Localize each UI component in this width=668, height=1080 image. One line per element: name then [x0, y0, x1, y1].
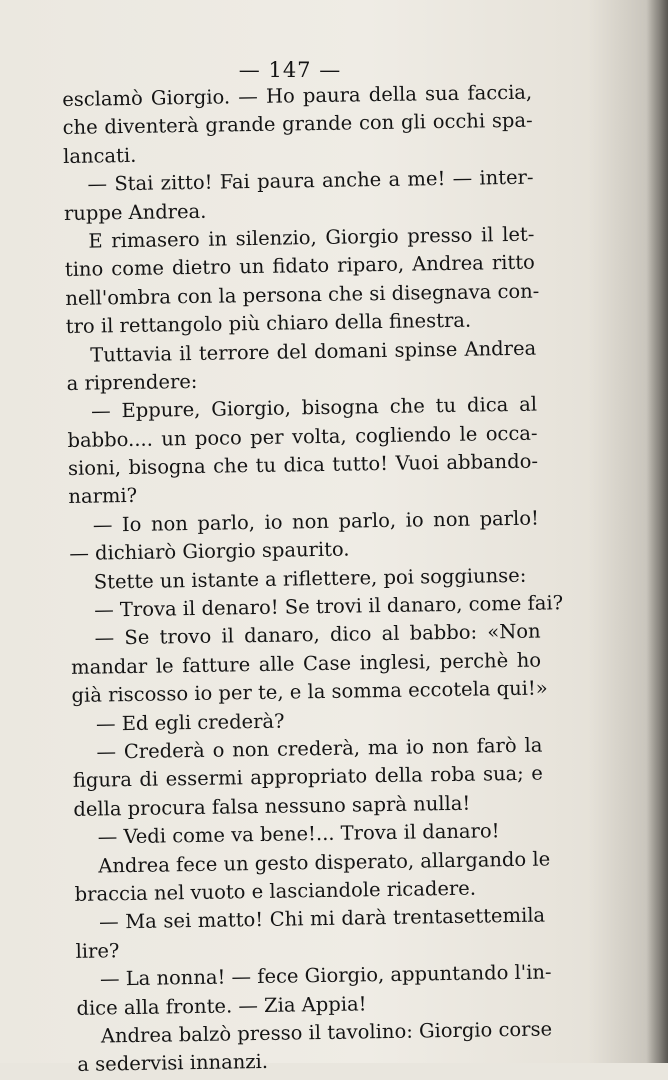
body-text	[62, 79, 564, 1080]
text-line: lire?	[75, 938, 120, 963]
text-line: nell'ombra con la persona che si disegnava con-	[65, 279, 540, 310]
text-line: — Trova il denaro! Se trovi il danaro, come fai?	[94, 591, 564, 622]
text-line: tro il rettangolo più chiaro della finestra.	[65, 308, 472, 339]
text-line: — Io non parlo, io non parlo, io non parlo!	[92, 506, 540, 537]
page-number: — 147 —	[238, 58, 342, 82]
text-line: esclamò Giorgio. — Ho paura della sua faccia,	[62, 80, 533, 111]
text-line: mandar le fatture alle Case inglesi, perchè ho	[70, 648, 542, 679]
text-line: Andrea balzò presso il tavolino: Giorgio corse	[100, 1017, 553, 1048]
text-line: — dichiarò Giorgio spaurito.	[69, 537, 350, 566]
text-line: babbo.... un poco per volta, cogliendo le occa-	[67, 421, 538, 452]
text-line: già riscosso io per te, e la somma eccotela qui!»	[71, 676, 548, 708]
text-line: narmi?	[68, 484, 138, 509]
text-line: tino come dietro un fidato riparo, Andrea ritto	[64, 250, 536, 282]
text-line: a sedervisi innanzi.	[77, 1050, 269, 1077]
text-line: della procura falsa nessuno saprà nulla!	[73, 791, 471, 821]
text-line: — Crederà o non crederà, ma io non farò la	[96, 733, 543, 764]
text-line: — Se trovo il danaro, dico al babbo: «Non	[94, 619, 541, 650]
text-line: — Eppure, Giorgio, bisogna che tu dica al	[90, 392, 538, 423]
text-line: braccia nel vuoto e lasciandole ricadere.	[74, 876, 477, 906]
text-line: che diventerà grande grande con gli occhi spa-	[62, 109, 533, 140]
page-edge-shadow	[646, 0, 668, 1063]
text-line: Stette un istante a riflettere, poi soggiunse:	[93, 563, 527, 594]
text-line: — Ma sei matto! Chi mi darà trentasettemila	[98, 903, 546, 934]
text-line: a riprendere:	[66, 369, 198, 395]
text-line: lancati.	[62, 143, 137, 168]
text-line: ruppe Andrea.	[63, 199, 207, 225]
text-line: — Vedi come va bene!... Trova il danaro!	[97, 819, 500, 849]
text-line: E rimasero in silenzio, Giorgio presso il let-	[88, 222, 535, 253]
text-line: Tuttavia il terrore del domani spinse Andrea	[90, 336, 537, 367]
text-line: sioni, bisogna che tu dica tutto! Vuoi abbando-	[67, 449, 539, 481]
text-line: — Ed egli crederà?	[95, 709, 285, 736]
text-line: — La nonna! — fece Giorgio, appuntando l'in-	[99, 960, 552, 991]
text-line: figura di essermi appropriato della roba sua; e	[72, 761, 544, 793]
text-line: — Stai zitto! Fai paura anche a me! — inter-	[87, 165, 534, 196]
text-line: dice alla fronte. — Zia Appia!	[76, 991, 367, 1020]
text-line: Andrea fece un gesto disperato, allargando le	[98, 846, 551, 878]
